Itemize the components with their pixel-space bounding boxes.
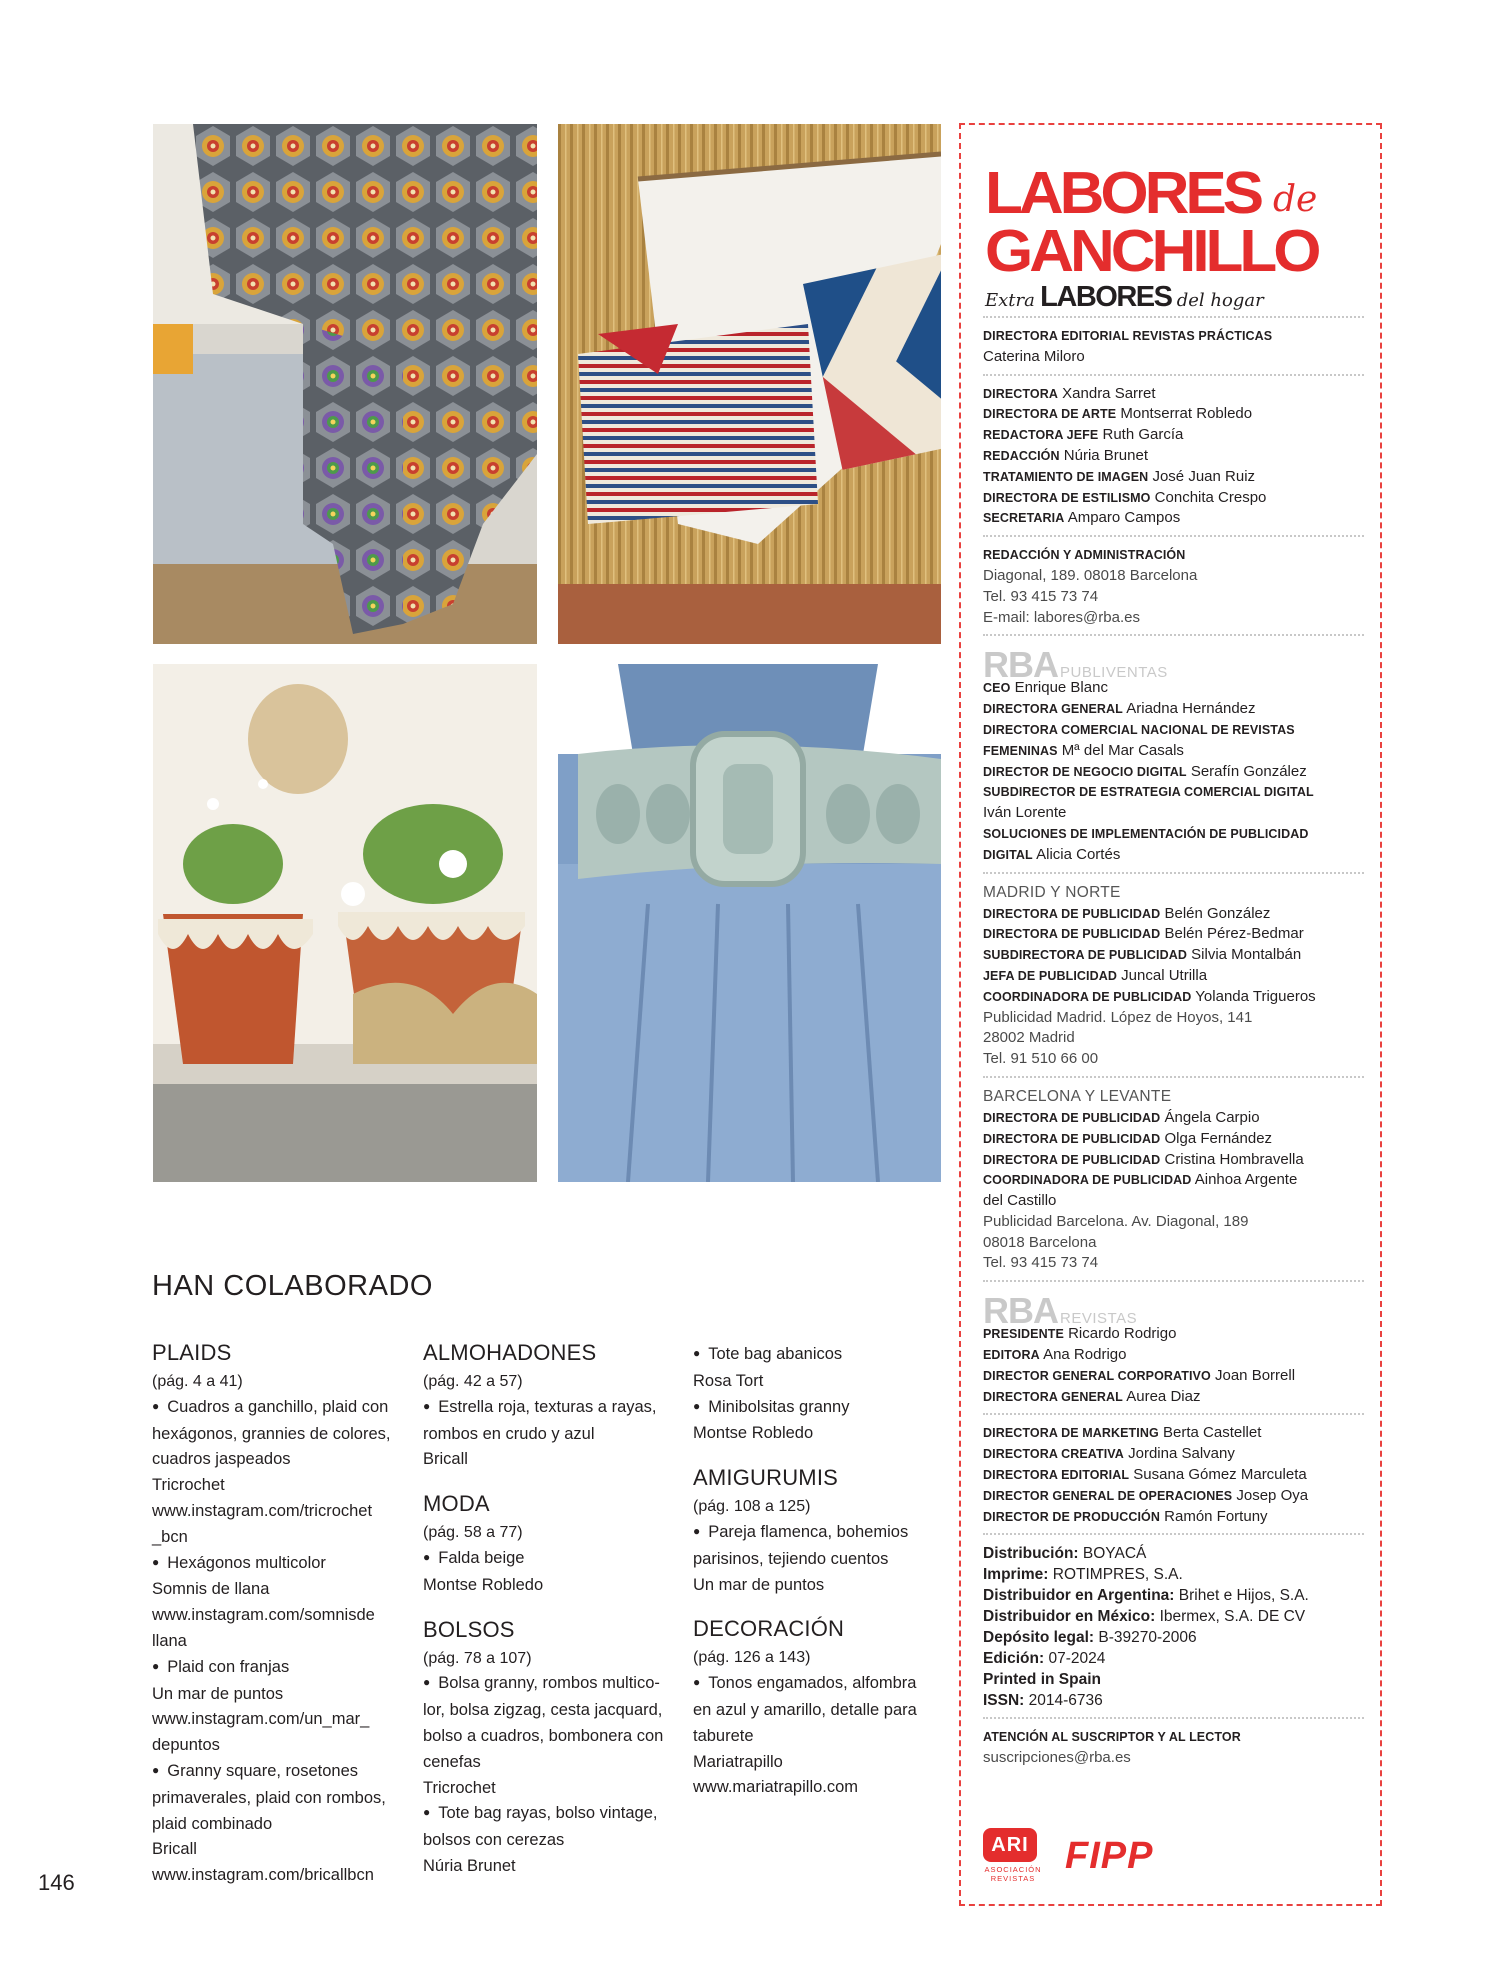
credit-author: Un mar de puntos xyxy=(152,1684,284,1703)
role-label: EDITORA xyxy=(983,1348,1040,1363)
credit-url[interactable]: www.instagram.com/somnisde xyxy=(152,1606,375,1625)
ari-logo xyxy=(983,1828,1043,1884)
credit-author: Un mar de puntos xyxy=(693,1575,825,1594)
credit-item-line: cuadros jaspeados xyxy=(152,1450,291,1469)
logo-labores: LABORES xyxy=(1040,281,1172,313)
credit-item: ● Bolsa granny, rombos multico- xyxy=(423,1671,673,1698)
person-name: Montserrat Robledo xyxy=(1120,405,1253,423)
credits-column-2 xyxy=(423,1340,673,1880)
section-title-amigurumis: AMIGURUMIS xyxy=(693,1465,838,1491)
distribution-label: Distribuidor en México: xyxy=(983,1608,1156,1626)
masthead-line xyxy=(983,1324,1364,1345)
belt-illustration xyxy=(558,664,941,1182)
masthead-line xyxy=(983,924,1364,945)
brand-rba: RBA xyxy=(983,1290,1058,1332)
logo-de: de xyxy=(1273,179,1318,220)
role-label: PRESIDENTE xyxy=(983,1327,1064,1342)
role-label: DIRECTOR DE PRODUCCIÓN xyxy=(983,1509,1160,1524)
masthead-line xyxy=(983,326,1364,347)
credit-url[interactable]: www.instagram.com/tricrochet xyxy=(152,1501,373,1520)
masthead-line xyxy=(983,425,1364,446)
divider xyxy=(983,535,1364,537)
person-name: Ricardo Rodrigo xyxy=(1068,1325,1177,1343)
rba-revistas-logo xyxy=(983,1290,1364,1332)
section-title-bolsos: BOLSOS xyxy=(423,1616,515,1642)
address-line: Publicidad Barcelona. Av. Diagonal, 189 xyxy=(983,1212,1249,1230)
distribution-line xyxy=(983,1606,1364,1627)
masthead-line xyxy=(983,347,1364,368)
credit-item-line: bolsos con cerezas xyxy=(423,1831,565,1850)
distribution-line xyxy=(983,1543,1364,1564)
role-label: DIRECTORA DE PUBLICIDAD xyxy=(983,927,1161,942)
masthead-line xyxy=(983,720,1364,741)
credit-item-line: cenefas xyxy=(423,1752,481,1771)
distribution-value: Ibermex, S.A. DE CV xyxy=(1159,1608,1306,1626)
role-label: DIRECTORA DE PUBLICIDAD xyxy=(983,1152,1161,1167)
section-title-almohadones: ALMOHADONES xyxy=(423,1340,597,1365)
divider xyxy=(983,1280,1364,1282)
masthead-line xyxy=(983,966,1364,987)
credits-column-1 xyxy=(152,1340,402,1889)
role-label: DIRECTORA EDITORIAL xyxy=(983,1468,1130,1483)
role-label: DIRECTORA DE PUBLICIDAD xyxy=(983,1131,1161,1146)
person-name: Alicia Cortés xyxy=(1036,845,1121,863)
credit-author: Somnis de llana xyxy=(152,1580,270,1599)
credits-block-barcelona xyxy=(983,1108,1364,1212)
photo-hexagon-plaid xyxy=(153,124,537,644)
person-name: Belén González xyxy=(1164,904,1271,922)
distribution-label: Depósito legal: xyxy=(983,1629,1095,1647)
divider xyxy=(983,1076,1364,1078)
masthead-line xyxy=(983,945,1364,966)
distribution-label: Edición: xyxy=(983,1650,1045,1668)
masthead-line xyxy=(983,824,1364,845)
pillows-illustration xyxy=(558,124,941,644)
credit-item-line: taburete xyxy=(693,1726,754,1745)
logo-subtitle xyxy=(985,281,1264,314)
credit-item-line: primaverales, plaid con rombos, xyxy=(152,1788,386,1807)
footer-logos xyxy=(983,1828,1153,1884)
credits-title: HAN COLABORADO xyxy=(152,1270,433,1302)
masthead-line xyxy=(983,678,1364,699)
credit-item-line: lor, bolsa zigzag, cesta jacquard, xyxy=(423,1701,663,1720)
masthead-line xyxy=(983,508,1364,529)
person-name: Caterina Miloro xyxy=(983,347,1085,365)
credit-item: ● Estrella roja, texturas a rayas, xyxy=(423,1395,673,1422)
role-label: JEFA DE PUBLICIDAD xyxy=(983,968,1117,983)
ari-logo-text: ASOCIACIÓN REVISTAS xyxy=(984,1865,1042,1883)
distribution-line xyxy=(983,1690,1364,1711)
masthead-line xyxy=(983,1387,1364,1408)
role-label: TRATAMIENTO DE IMAGEN xyxy=(983,469,1149,484)
address-line: 08018 Barcelona xyxy=(983,1233,1097,1251)
role-label: DIRECTORA xyxy=(983,386,1058,401)
role-label: DIGITAL xyxy=(983,847,1033,862)
distribution-line xyxy=(983,1669,1364,1690)
person-name: José Juan Ruiz xyxy=(1152,467,1256,485)
credit-item: ● Falda beige xyxy=(423,1546,673,1573)
credits-block-publiventas xyxy=(983,678,1364,865)
credits-block-direction xyxy=(983,1423,1364,1527)
photo-crochet-belt xyxy=(558,664,941,1182)
person-name: Cristina Hombravella xyxy=(1164,1150,1304,1168)
credit-item: ● Minibolsitas granny xyxy=(693,1395,923,1422)
masthead-line xyxy=(983,803,1364,824)
credit-url[interactable]: www.instagram.com/un_mar_ xyxy=(152,1710,370,1729)
subscriber-block xyxy=(983,1727,1364,1748)
credit-item: ● Cuadros a ganchillo, plaid con xyxy=(152,1395,402,1422)
person-name: del Castillo xyxy=(983,1192,1057,1210)
person-name: Amparo Campos xyxy=(1067,509,1181,527)
logo-line-ganchillo: GANCHILLO xyxy=(985,218,1318,285)
credits-block-staff xyxy=(983,384,1364,530)
section-pages: (pág. 4 a 41) xyxy=(152,1373,243,1390)
credit-url[interactable]: _bcn xyxy=(152,1527,188,1546)
address-line: Tel. 91 510 66 00 xyxy=(983,1050,1099,1068)
divider xyxy=(983,1413,1364,1415)
madrid-address xyxy=(983,1008,1364,1070)
rba-publiventas-logo xyxy=(983,644,1364,686)
magazine-logo xyxy=(983,135,1364,313)
credit-author: Tricrochet xyxy=(152,1476,225,1495)
credit-author: Tricrochet xyxy=(423,1778,496,1797)
person-name: Ángela Carpio xyxy=(1164,1108,1260,1126)
credit-item: ● Pareja flamenca, bohemios xyxy=(693,1520,923,1547)
credits-block-revistas xyxy=(983,1324,1364,1407)
masthead-line xyxy=(983,1129,1364,1150)
divider xyxy=(983,634,1364,636)
masthead-line xyxy=(983,1423,1364,1444)
role-label: DIRECTORA GENERAL xyxy=(983,1389,1123,1404)
masthead-line xyxy=(983,446,1364,467)
masthead-line xyxy=(983,384,1364,405)
person-name: Jordina Salvany xyxy=(1128,1445,1235,1463)
role-label: SUBDIRECTOR DE ESTRATEGIA COMERCIAL DIGITAL xyxy=(983,785,1314,800)
masthead-line xyxy=(983,782,1364,803)
credit-item: ● Tote bag abanicos xyxy=(693,1342,923,1369)
role-label: SECRETARIA xyxy=(983,511,1065,526)
masthead-line xyxy=(983,845,1364,866)
section-pages: (pág. 108 a 125) xyxy=(693,1498,811,1516)
divider xyxy=(983,1717,1364,1719)
role-label: DIRECTORA DE PUBLICIDAD xyxy=(983,1110,1161,1125)
role-label: REDACCIÓN xyxy=(983,448,1060,463)
credits-block-madrid xyxy=(983,904,1364,1008)
distribution-line xyxy=(983,1648,1364,1669)
brand-revistas: REVISTAS xyxy=(1060,1310,1138,1328)
masthead-line xyxy=(983,741,1364,762)
person-name: Mª del Mar Casals xyxy=(1061,741,1184,759)
section-pages: (pág. 58 a 77) xyxy=(423,1524,523,1542)
distribution-label: Imprime: xyxy=(983,1566,1049,1584)
role-label: DIRECTORA DE ARTE xyxy=(983,407,1117,422)
distribution-value: ROTIMPRES, S.A. xyxy=(1052,1566,1183,1584)
section-pages: (pág. 78 a 107) xyxy=(423,1649,532,1667)
region-title-barcelona: BARCELONA Y LEVANTE xyxy=(983,1087,1172,1105)
person-name: Aurea Diaz xyxy=(1126,1387,1201,1405)
brand-publiventas: PUBLIVENTAS xyxy=(1060,664,1168,682)
credit-url[interactable]: www.mariatrapillo.com xyxy=(693,1778,859,1797)
credit-author: Rosa Tort xyxy=(693,1371,764,1390)
region-title-madrid: MADRID Y NORTE xyxy=(983,883,1121,901)
credit-item: ● Tonos engamados, alfombra xyxy=(693,1671,923,1698)
section-title-decoracion: DECORACIÓN xyxy=(693,1616,845,1642)
role-label: REDACCIÓN Y ADMINISTRACIÓN xyxy=(983,548,1186,563)
distribution-line xyxy=(983,1564,1364,1585)
address-line: Tel. 93 415 73 74 xyxy=(983,587,1099,605)
masthead-line xyxy=(983,987,1364,1008)
person-name: Susana Gómez Marculeta xyxy=(1133,1466,1307,1484)
divider xyxy=(983,316,1364,318)
person-name: Enrique Blanc xyxy=(1014,679,1108,697)
credit-item: ● Granny square, rosetones xyxy=(152,1759,402,1786)
divider xyxy=(983,872,1364,874)
credit-author: Bricall xyxy=(152,1840,197,1859)
masthead-line xyxy=(983,904,1364,925)
person-name: Ainhoa Argente xyxy=(1194,1171,1298,1189)
masthead-line xyxy=(983,1150,1364,1171)
credit-item-line: plaid combinado xyxy=(152,1814,273,1833)
plaid-illustration xyxy=(153,124,537,644)
masthead-line xyxy=(983,1444,1364,1465)
ari-logo-mark: ARI xyxy=(983,1828,1037,1862)
address-line: Tel. 93 415 73 74 xyxy=(983,1254,1099,1272)
person-name: Iván Lorente xyxy=(983,804,1067,822)
masthead-line xyxy=(983,1191,1364,1212)
credit-author: Montse Robledo xyxy=(423,1575,544,1594)
person-name: Conchita Crespo xyxy=(1154,488,1267,506)
person-name: Olga Fernández xyxy=(1164,1129,1273,1147)
person-name: Berta Castellet xyxy=(1163,1424,1262,1442)
role-label: DIRECTORA EDITORIAL REVISTAS PRÁCTICAS xyxy=(983,329,1273,343)
person-name: Josep Oya xyxy=(1236,1486,1309,1504)
credit-author: Mariatrapillo xyxy=(693,1752,783,1771)
logo-extra: Extra xyxy=(985,290,1035,311)
distribution-line xyxy=(983,1585,1364,1606)
logo-line-labores: LABORES xyxy=(985,160,1261,227)
person-name: Núria Brunet xyxy=(1063,446,1148,464)
credit-url[interactable]: llana xyxy=(152,1631,187,1650)
person-name: Ana Rodrigo xyxy=(1043,1346,1127,1364)
address-line: Publicidad Madrid. López de Hoyos, 141 xyxy=(983,1008,1253,1026)
distribution-label: Printed in Spain xyxy=(983,1671,1101,1689)
distribution-label: Distribución: xyxy=(983,1545,1079,1563)
masthead-line xyxy=(983,1366,1364,1387)
credit-author: Núria Brunet xyxy=(423,1856,516,1875)
credit-item-line: en azul y amarillo, detalle para xyxy=(693,1700,917,1719)
person-name: Belén Pérez-Bedmar xyxy=(1164,925,1304,943)
role-label: DIRECTORA DE MARKETING xyxy=(983,1426,1159,1441)
role-label: CEO xyxy=(983,681,1011,696)
credit-item-line: hexágonos, grannies de colores, xyxy=(152,1424,391,1443)
credit-item-line: parisinos, tejiendo cuentos xyxy=(693,1549,889,1568)
credit-item: ● Plaid con franjas xyxy=(152,1655,402,1682)
barcelona-address xyxy=(983,1212,1364,1274)
address-line: 28002 Madrid xyxy=(983,1029,1075,1047)
credits-column-3 xyxy=(693,1342,923,1801)
masthead-line xyxy=(983,488,1364,509)
section-title-plaids: PLAIDS xyxy=(152,1340,232,1365)
pots-illustration xyxy=(153,664,537,1182)
role-label: SUBDIRECTORA DE PUBLICIDAD xyxy=(983,948,1187,963)
subscriber-email[interactable]: suscripciones@rba.es xyxy=(983,1749,1131,1767)
credit-url[interactable]: www.instagram.com/bricallbcn xyxy=(152,1866,374,1885)
masthead-line xyxy=(983,1108,1364,1129)
contact-lines xyxy=(983,566,1364,628)
person-name: Silvia Montalbán xyxy=(1191,946,1302,964)
masthead-line xyxy=(983,1507,1364,1528)
role-label: COORDINADORA DE PUBLICIDAD xyxy=(983,989,1192,1004)
logo-hogar: del hogar xyxy=(1176,290,1264,311)
page-number: 146 xyxy=(38,1870,75,1895)
person-name: Juncal Utrilla xyxy=(1121,966,1208,984)
photo-flower-pots xyxy=(153,664,537,1182)
divider xyxy=(983,374,1364,376)
section-pages: (pág. 42 a 57) xyxy=(423,1373,523,1390)
masthead-line xyxy=(983,699,1364,720)
distribution-label: ISSN: xyxy=(983,1692,1025,1710)
role-label: DIRECTORA GENERAL xyxy=(983,702,1123,717)
contact-block xyxy=(983,545,1364,566)
person-name: Ariadna Hernández xyxy=(1126,700,1256,718)
credits-block-editorial xyxy=(983,326,1364,368)
credit-item-line: rombos en crudo y azul xyxy=(423,1424,595,1443)
role-label: DIRECTOR GENERAL DE OPERACIONES xyxy=(983,1488,1233,1503)
role-label: COORDINADORA DE PUBLICIDAD xyxy=(983,1173,1192,1188)
masthead-line xyxy=(983,467,1364,488)
role-label: DIRECTOR DE NEGOCIO DIGITAL xyxy=(983,764,1187,779)
distribution-label: Distribuidor en Argentina: xyxy=(983,1587,1175,1605)
distribution-value: 07-2024 xyxy=(1048,1650,1106,1668)
person-name: Serafín González xyxy=(1190,762,1307,780)
section-pages: (pág. 126 a 143) xyxy=(693,1649,811,1667)
credit-item-line: bolso a cuadros, bombonera con xyxy=(423,1726,664,1745)
masthead-line xyxy=(983,1486,1364,1507)
distribution-block xyxy=(983,1543,1364,1711)
role-label: DIRECTORA COMERCIAL NACIONAL DE REVISTAS xyxy=(983,722,1295,737)
masthead-line xyxy=(983,1465,1364,1486)
distribution-value: Brihet e Hijos, S.A. xyxy=(1178,1587,1309,1605)
person-name: Ramón Fortuny xyxy=(1164,1507,1268,1525)
role-label: DIRECTORA DE ESTILISMO xyxy=(983,490,1151,505)
credit-item: ● Tote bag rayas, bolso vintage, xyxy=(423,1801,673,1828)
masthead-line xyxy=(983,1345,1364,1366)
role-label: SOLUCIONES DE IMPLEMENTACIÓN DE PUBLICIDAD xyxy=(983,826,1309,841)
credit-item: ● Hexágonos multicolor xyxy=(152,1551,402,1578)
fipp-logo: FIPP xyxy=(1065,1834,1154,1877)
credit-author: Montse Robledo xyxy=(693,1424,814,1443)
photo-pillows-hammock xyxy=(558,124,941,644)
masthead-line xyxy=(983,1170,1364,1191)
section-title-moda: MODA xyxy=(423,1491,490,1517)
masthead-line xyxy=(983,762,1364,783)
credit-author: Bricall xyxy=(423,1450,468,1469)
role-label: ATENCIÓN AL SUSCRIPTOR Y AL LECTOR xyxy=(983,1730,1241,1745)
role-label: REDACTORA JEFE xyxy=(983,428,1099,443)
divider xyxy=(983,1533,1364,1535)
person-name: Ruth García xyxy=(1102,426,1184,444)
address-line: E-mail: labores@rba.es xyxy=(983,608,1140,626)
distribution-value: B-39270-2006 xyxy=(1098,1629,1197,1647)
credit-url[interactable]: depuntos xyxy=(152,1736,220,1755)
distribution-value: BOYACÁ xyxy=(1082,1545,1147,1563)
person-name: Joan Borrell xyxy=(1215,1366,1296,1384)
person-name: Yolanda Trigueros xyxy=(1195,987,1316,1005)
masthead-box xyxy=(959,123,1382,1906)
distribution-value: 2014-6736 xyxy=(1028,1692,1103,1710)
role-label: FEMENINAS xyxy=(983,743,1058,758)
role-label: DIRECTORA DE PUBLICIDAD xyxy=(983,906,1161,921)
address-line: Diagonal, 189. 08018 Barcelona xyxy=(983,566,1198,584)
role-label: DIRECTORA CREATIVA xyxy=(983,1447,1124,1462)
role-label: DIRECTOR GENERAL CORPORATIVO xyxy=(983,1368,1211,1383)
masthead-line xyxy=(983,404,1364,425)
distribution-line xyxy=(983,1627,1364,1648)
brand-rba: RBA xyxy=(983,644,1058,686)
person-name: Xandra Sarret xyxy=(1062,384,1156,402)
